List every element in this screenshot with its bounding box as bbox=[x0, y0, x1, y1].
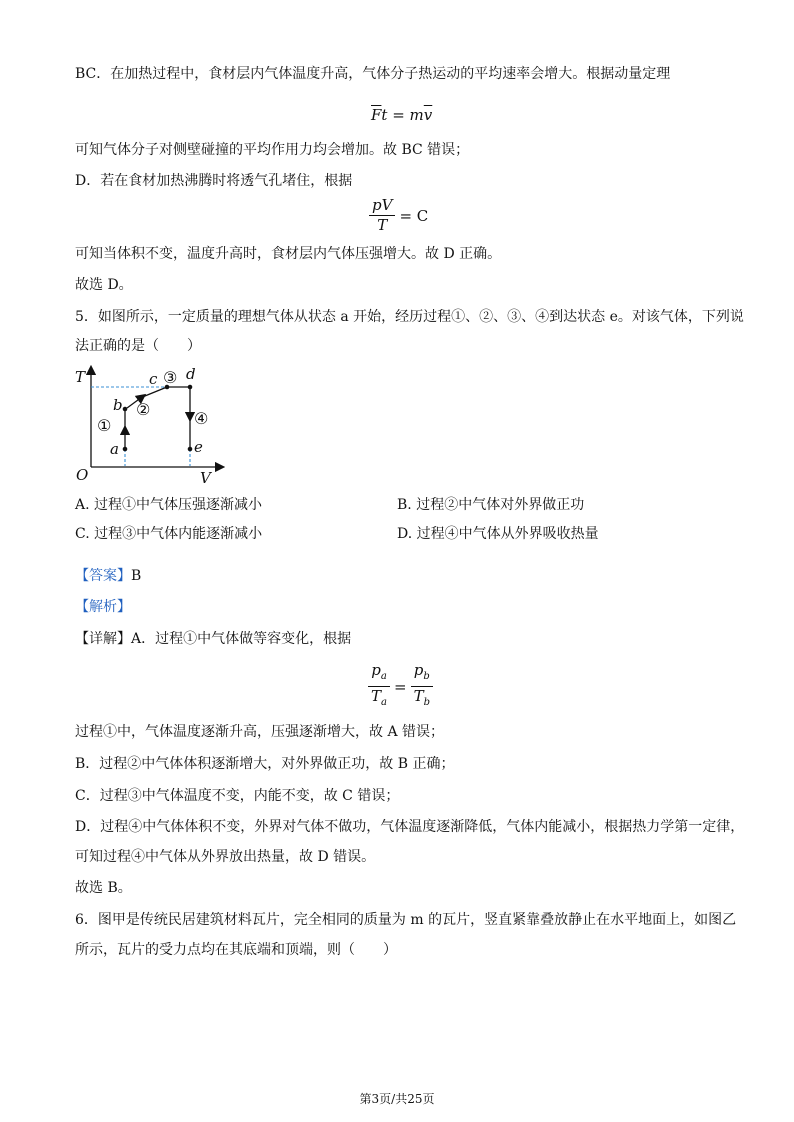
point-a bbox=[123, 447, 128, 452]
label-c: c bbox=[149, 370, 158, 388]
question-6-line1: 6．图甲是传统民居建筑材料瓦片，完全相同的质量为 m 的瓦片，竖直紧靠叠放静止在水平地面上，如图乙 bbox=[75, 912, 737, 928]
equals-sign: = bbox=[393, 677, 407, 696]
text-line: B．过程②中气体体积逐渐增大，对外界做正功，故 B 正确； bbox=[75, 756, 455, 772]
label-process-3: ③ bbox=[163, 368, 178, 387]
option-d: D. 过程④中气体从外界吸收热量 bbox=[397, 526, 599, 542]
answer-value: B bbox=[131, 568, 142, 584]
formula-part: t = m bbox=[381, 106, 424, 124]
gas-law-formula bbox=[369, 197, 432, 234]
numerator: $p_a$ bbox=[368, 662, 390, 687]
t-v-diagram bbox=[70, 362, 230, 487]
label-o: O bbox=[76, 466, 89, 484]
analysis-tag: 【解析】 bbox=[75, 599, 131, 615]
denominator: T bbox=[377, 216, 388, 234]
text-line: 故选 B。 bbox=[75, 880, 132, 896]
text-line: 可知过程④中气体从外界放出热量，故 D 错误。 bbox=[75, 849, 376, 865]
momentum-formula bbox=[371, 106, 432, 124]
isochoric-formula bbox=[368, 662, 433, 711]
denominator: $T_a$ bbox=[371, 687, 387, 708]
detail-tag: 【详解】 bbox=[75, 631, 131, 647]
label-v: V bbox=[200, 469, 211, 487]
text-line: D．过程④中气体体积不变，外界对气体不做功，气体温度逐渐降低，气体内能减小，根据热力学第一定律， bbox=[75, 819, 745, 835]
label-e: e bbox=[194, 438, 203, 456]
text-line: 过程①中，气体温度逐渐升高，压强逐渐增大，故 A 错误； bbox=[75, 724, 445, 740]
question-6-line2: 所示，瓦片的受力点均在其底端和顶端，则（ ） bbox=[75, 942, 397, 958]
label-d: d bbox=[186, 365, 196, 383]
text-line: D．若在食材加热沸腾时将透气孔堵住，根据 bbox=[75, 173, 353, 189]
numerator: pV bbox=[369, 197, 395, 216]
question-5-line2: 法正确的是（ ） bbox=[75, 338, 201, 354]
detail-line bbox=[75, 629, 351, 649]
option-a: A. 过程①中气体压强逐渐减小 bbox=[75, 497, 263, 513]
denominator: $T_b$ bbox=[413, 687, 430, 708]
point-b bbox=[123, 407, 128, 412]
label-process-2: ② bbox=[136, 400, 151, 419]
option-c: C. 过程③中气体内能逐渐减小 bbox=[75, 526, 263, 542]
text-line: 可知气体分子对侧壁碰撞的平均作用力均会增加。故 BC 错误； bbox=[75, 142, 470, 158]
formula-part: $\overline{F}$ bbox=[371, 106, 382, 124]
question-5-line1: 5．如图所示，一定质量的理想气体从状态 a 开始，经历过程①、②、③、④到达状态 e。对该气体，下列说 bbox=[75, 309, 744, 325]
answer-line bbox=[75, 566, 141, 586]
option-b: B. 过程②中气体对外界做正功 bbox=[397, 497, 585, 513]
text-line: BC．在加热过程中，食材层内气体温度升高，气体分子热运动的平均速率会增大。根据动量定理 bbox=[75, 66, 671, 82]
detail-a: A．过程①中气体做等容变化，根据 bbox=[131, 631, 352, 647]
point-d bbox=[188, 385, 193, 390]
text-line: C．过程③中气体温度不变，内能不变，故 C 错误； bbox=[75, 788, 400, 804]
label-process-1: ① bbox=[97, 416, 112, 435]
label-b: b bbox=[113, 396, 123, 414]
text-line: 故选 D。 bbox=[75, 277, 133, 293]
answer-tag: 【答案】 bbox=[75, 568, 131, 584]
page-footer: 第3页/共25页 bbox=[359, 1092, 435, 1106]
text-line: 可知当体积不变，温度升高时，食材层内气体压强增大。故 D 正确。 bbox=[75, 246, 502, 262]
process-2-line-b bbox=[140, 387, 167, 398]
label-a: a bbox=[110, 440, 119, 458]
label-process-4: ④ bbox=[194, 409, 209, 428]
numerator: $p_b$ bbox=[411, 662, 433, 687]
formula-rhs: = C bbox=[399, 206, 429, 225]
point-e bbox=[188, 447, 193, 452]
label-t: T bbox=[75, 368, 86, 386]
formula-part: $\overline{v}$ bbox=[423, 106, 433, 124]
